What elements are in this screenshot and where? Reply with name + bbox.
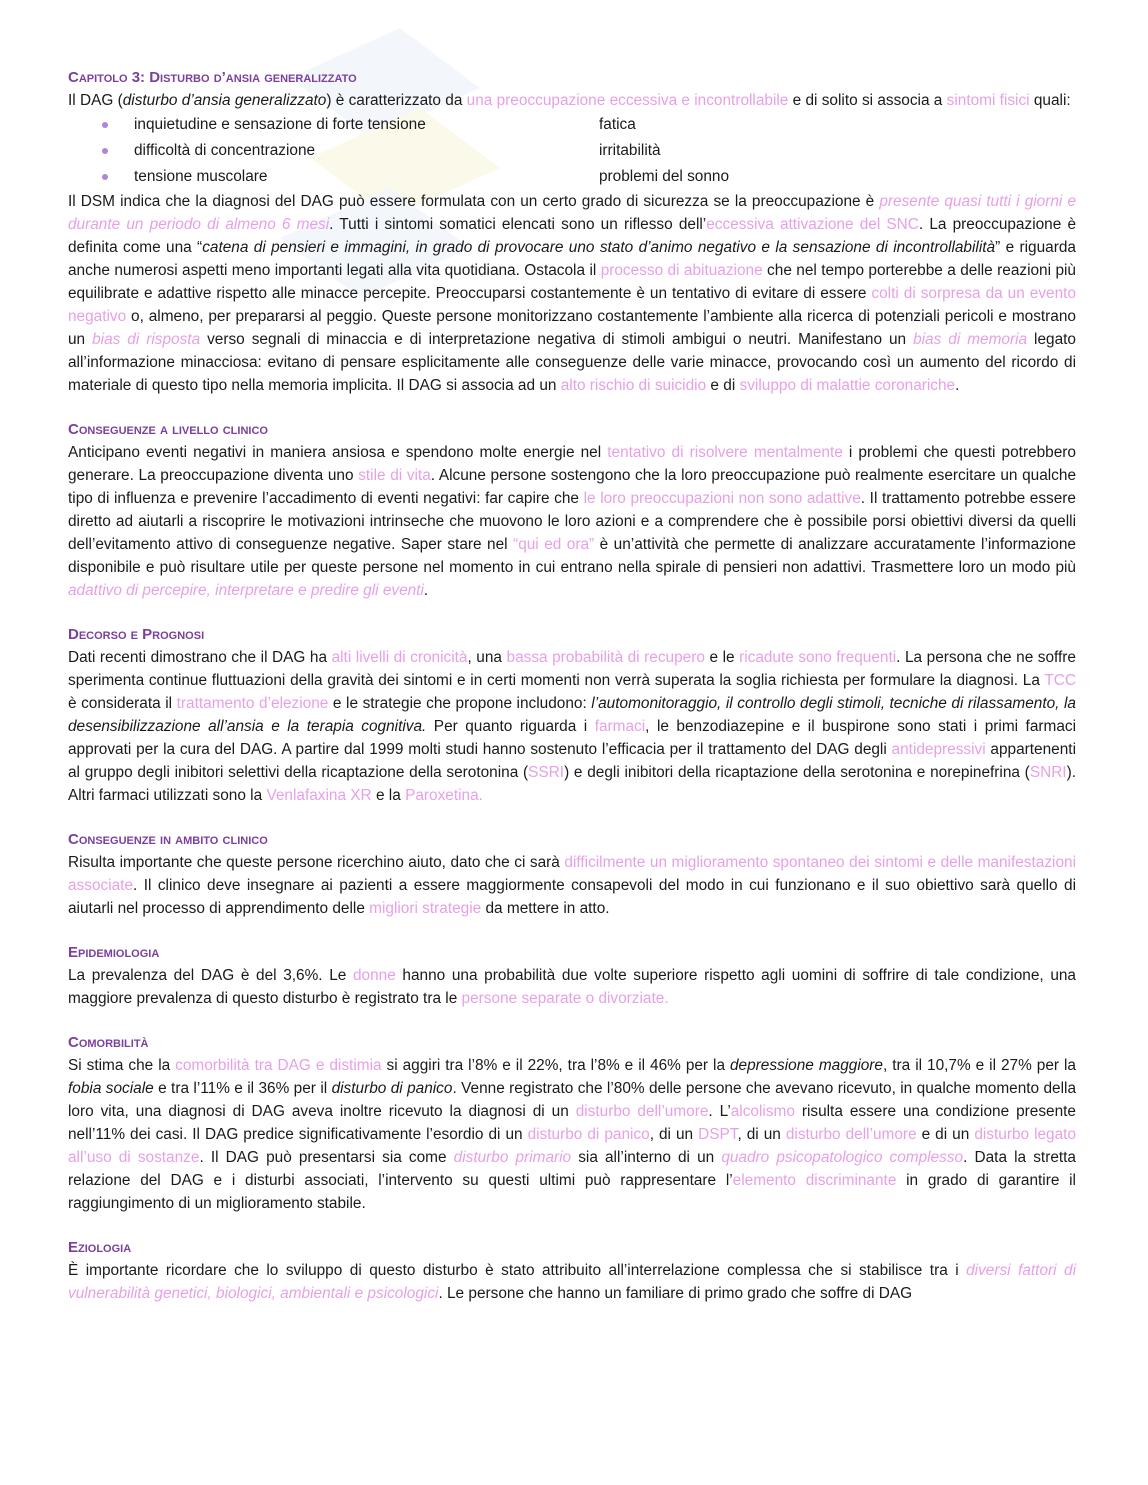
text-run: e tra l’11% e il 36% per il — [153, 1080, 332, 1097]
text-run: e di un — [916, 1126, 975, 1143]
highlighted-text: elemento discriminante — [732, 1172, 897, 1189]
list-item: inquietudine e sensazione di forte tensione fatica — [68, 112, 1076, 138]
highlighted-text: diversi fattori di vulnerabilità genetici, biologici, ambientali e psicologici — [68, 1262, 1077, 1302]
highlighted-text: disturbo di panico — [331, 1080, 453, 1097]
text-run: da mettere in atto. — [481, 900, 610, 917]
text-run: ) è caratterizzato da — [326, 92, 467, 109]
text-run: . Il trattamento potrebbe essere diretto ad aiutarli a riscoprire le motivazioni intrinseche che muovono le loro azioni e a comprendere che è possibile porsi obiettivi diversi da quelli dell’evitamento attivo di conseguenze negative. Saper stare nel — [68, 490, 1076, 553]
text-run: Per quanto riguarda i — [426, 718, 595, 735]
highlighted-text: migliori strategie — [369, 900, 482, 917]
highlighted-text: fobia sociale — [68, 1080, 154, 1097]
highlighted-text: alcolismo — [730, 1103, 795, 1120]
text-run: . Tutti i sintomi somatici elencati sono un riflesso dell’ — [329, 216, 707, 233]
text-run: quali: — [1029, 92, 1071, 109]
highlighted-text: una preoccupazione eccessiva e incontrollabile — [466, 92, 789, 109]
document-page — [68, 66, 1076, 1326]
bullet-icon — [68, 112, 134, 138]
bullet-icon — [68, 138, 134, 164]
highlighted-text: le loro preoccupazioni non sono adattive — [583, 490, 861, 507]
highlighted-text: l’automonitoraggio, il controllo degli stimoli, tecniche di rilassamento, la desensibilizzazione all’ansia e la terapia cognitiva. — [68, 695, 1076, 735]
section-heading: Conseguenze in ambito clinico — [68, 831, 268, 848]
section-clinical-context — [68, 828, 1076, 920]
text-run: Dati recenti dimostrano che il DAG ha — [68, 649, 332, 666]
section-heading: Eziologia — [68, 1239, 132, 1256]
text-run: e la — [371, 787, 406, 804]
highlighted-text: disturbo d’ansia generalizzato — [122, 92, 327, 109]
symptom-list — [68, 112, 1076, 190]
paragraph-epidemiologia — [68, 964, 1076, 1010]
highlighted-text: donne — [352, 967, 396, 984]
bullet-icon — [68, 164, 134, 190]
text-run: che nel tempo porterebbe a delle reazioni più equilibrate e adattive rispetto alle minacce percepite. Preoccuparsi costantemente è un tentativo di evitare di essere — [68, 262, 1076, 302]
highlighted-text: bias di risposta — [92, 331, 201, 348]
highlighted-text: “qui ed ora” — [513, 536, 595, 553]
highlighted-text: sintomi fisici — [946, 92, 1030, 109]
highlighted-text: disturbo dell’umore — [575, 1103, 709, 1120]
section-heading: Comorbilità — [68, 1034, 149, 1051]
highlighted-text: tentativo di risolvere mentalmente — [607, 444, 843, 461]
text-run: e di solito si associa a — [788, 92, 947, 109]
text-run: . Il clinico deve insegnare ai pazienti a essere maggiormente consapevoli del modo in cui funzionano e il suo obiettivo sarà quello di aiutarli nel processo di apprendimento delle — [68, 877, 1076, 917]
highlighted-text: depressione maggiore — [730, 1057, 883, 1074]
text-run: , una — [467, 649, 507, 666]
highlighted-text: trattamento d’elezione — [176, 695, 329, 712]
text-run: Risulta importante che queste persone ricerchino aiuto, dato che ci sarà — [68, 854, 565, 871]
highlighted-text: disturbo primario — [453, 1149, 572, 1166]
text-run: , tra il 10,7% e il 27% per la — [883, 1057, 1076, 1074]
highlighted-text: bias di memoria — [913, 331, 1028, 348]
list-item: difficoltà di concentrazione irritabilità — [68, 138, 1076, 164]
highlighted-text: SSRI — [528, 764, 565, 781]
text-run: , di un — [737, 1126, 786, 1143]
highlighted-text: disturbo dell’umore — [785, 1126, 917, 1143]
paragraph-clinico — [68, 441, 1076, 602]
text-run: è un’attività che permette di analizzare accuratamente l’informazione disponibile e può risultare utile per queste persone nel momento in cui entrano nella spirale di pensieri non adattivi. Trasmettere loro un modo più — [68, 536, 1076, 576]
text-run: sia all’interno di un — [571, 1149, 722, 1166]
highlighted-text: quadro psicopatologico complesso — [721, 1149, 964, 1166]
text-run: legato all’informazione minacciosa: evitano di pensare esplicitamente alle conseguenze delle varie minacce, provocando così un aumento del ricordo di materiale di questo tipo nella memoria implicita. Il DAG si associa ad un — [68, 331, 1076, 394]
section-dsm — [68, 190, 1076, 397]
chapter-heading: Capitolo 3: Disturbo d’ansia generalizzato — [68, 69, 357, 86]
text-run: . Le persone che hanno un familiare di primo grado che soffre di DAG — [438, 1285, 913, 1302]
highlighted-text: processo di abituazione — [600, 262, 763, 279]
highlighted-text: disturbo di panico — [527, 1126, 650, 1143]
text-run: Anticipano eventi negativi in maniera ansiosa e spendono molte energie nel — [68, 444, 608, 461]
text-run: in grado di garantire il raggiungimento di un miglioramento stabile. — [68, 1172, 1076, 1212]
highlighted-text: DSPT — [698, 1126, 738, 1143]
highlighted-text: ricadute sono frequenti — [739, 649, 897, 666]
section-course-prognosis — [68, 623, 1076, 807]
text-run: . — [955, 377, 960, 394]
text-run: Si stima che la — [68, 1057, 176, 1074]
highlighted-text: colti di sorpresa da un evento negativo — [68, 285, 1076, 325]
paragraph-ambito — [68, 851, 1076, 920]
text-run: . — [423, 582, 429, 599]
text-run: risulta essere una condizione presente nell’11% dei casi. Il DAG predice significativamente l’esordio di un — [68, 1103, 1076, 1143]
text-run: è considerata il — [68, 695, 177, 712]
text-run: Il DAG ( — [68, 92, 123, 109]
text-run: , le benzodiazepine e il buspirone sono stati i primi farmaci approvati per la cura del DAG. A partire dal 1999 molti studi hanno sostenuto l’efficacia per il trattamento del DAG degli — [68, 718, 1077, 758]
text-run: e le — [704, 649, 740, 666]
text-run: ) e degli inibitori della ricaptazione della serotonina e norepinefrina ( — [564, 764, 1030, 781]
text-run: Il DSM indica che la diagnosi del DAG può essere formulata con un certo grado di sicurezza se la preoccupazione è — [68, 193, 880, 210]
paragraph-comorbilita — [68, 1054, 1076, 1215]
highlighted-text: Venlafaxina XR — [266, 787, 372, 804]
text-run: . Venne registrato che l’80% delle persone che avevano ricevuto, in qualche momento della loro vita, una diagnosi di DAG aveva inoltre ricevuto la diagnosi di un — [68, 1080, 1077, 1120]
paragraph-decorso — [68, 646, 1076, 807]
text-run: . La preoccupazione è definita come una “ — [68, 216, 1077, 256]
highlighted-text: disturbo legato all’uso di sostanze — [68, 1126, 1077, 1166]
highlighted-text: bassa probabilità di recupero — [506, 649, 705, 666]
highlighted-text: eccessiva attivazione del SNC — [706, 216, 919, 233]
highlighted-text: antidepressivi — [891, 741, 986, 758]
highlighted-text: stile di vita — [358, 467, 431, 484]
text-run: e le strategie che propone includono: — [328, 695, 592, 712]
highlighted-text: persone separate o divorziate. — [461, 990, 669, 1007]
highlighted-text: adattivo di percepire, interpretare e predire gli eventi — [68, 582, 424, 599]
section-heading: Decorso e Prognosi — [68, 626, 205, 643]
highlighted-text: TCC — [1044, 672, 1076, 689]
highlighted-text: alti livelli di cronicità — [331, 649, 468, 666]
text-run: appartenenti al gruppo degli inibitori selettivi della ricaptazione della serotonina ( — [68, 741, 1076, 781]
highlighted-text: presente quasi tutti i giorni e durante un periodo di almeno 6 mesi — [68, 193, 1077, 233]
list-item: tensione muscolare problemi del sonno — [68, 164, 1076, 190]
section-heading: Conseguenze a livello clinico — [68, 421, 268, 438]
text-run: hanno una probabilità due volte superiore rispetto agli uomini di soffrire di tale condizione, una maggiore prevalenza di questo disturbo è registrato tra le — [68, 967, 1076, 1007]
text-run: . L’ — [708, 1103, 731, 1120]
section-chapter — [68, 66, 1076, 190]
text-run: ” e riguarda anche numerosi aspetti meno importanti legati alla vita quotidiana. Ostacola il — [68, 239, 1076, 279]
text-run: si aggiri tra l’8% e il 22%, tra l’8% e il 46% per la — [381, 1057, 730, 1074]
highlighted-text: farmaci — [594, 718, 646, 735]
text-run: La prevalenza del DAG è del 3,6%. Le — [68, 967, 353, 984]
text-run: e di — [706, 377, 740, 394]
paragraph-eziologia — [68, 1259, 1076, 1305]
text-run: o, almeno, per prepararsi al peggio. Queste persone monitorizzano costantemente l’ambiente alla ricerca di potenziali pericoli e mostrano un — [68, 308, 1076, 348]
text-run: . Alcune persone sostengono che la loro preoccupazione può realmente esercitare un qualche tipo di influenza e prevenire l’accadimento di eventi negativi: far capire che — [68, 467, 1076, 507]
highlighted-text: comorbilità tra DAG e distimia — [175, 1057, 382, 1074]
highlighted-text: catena di pensieri e immagini, in grado di provocare uno stato d’animo negativo e la sensazione di incontrollabilità — [202, 239, 996, 256]
text-run: . Il DAG può presentarsi sia come — [199, 1149, 454, 1166]
text-run: ). Altri farmaci utilizzati sono la — [68, 764, 1076, 804]
paragraph-intro — [68, 89, 1076, 112]
text-run: i problemi che questi potrebbero generare. La preoccupazione diventa uno — [68, 444, 1076, 484]
highlighted-text: difficilmente un miglioramento spontaneo dei sintomi e delle manifestazioni associate — [68, 854, 1076, 894]
text-run: È importante ricordare che lo sviluppo di questo disturbo è stato attribuito all’interrelazione complessa che si stabilisce tra i — [68, 1262, 967, 1279]
section-etiology — [68, 1236, 1076, 1305]
highlighted-text: sviluppo di malattie coronariche — [739, 377, 956, 394]
text-run: . Data la stretta relazione del DAG e i disturbi associati, l’intervento su questi ultimi può rappresentare l’ — [68, 1149, 1076, 1189]
highlighted-text: alto rischio di suicidio — [560, 377, 707, 394]
section-heading: Epidemiologia — [68, 944, 160, 961]
section-epidemiology — [68, 941, 1076, 1010]
text-run: , di un — [649, 1126, 699, 1143]
section-clinical-consequences — [68, 418, 1076, 602]
text-run: . La persona che ne soffre sperimenta continue fluttuazioni della gravità dei sintomi e in certi momenti non verrà superata la soglia richiesta per formulare la diagnosi. La — [68, 649, 1076, 689]
highlighted-text: SNRI — [1029, 764, 1067, 781]
section-comorbidity — [68, 1031, 1076, 1215]
highlighted-text: Paroxetina. — [405, 787, 483, 804]
text-run: verso segnali di minaccia e di interpretazione negativa di stimoli ambigui o neutri. Manifestano un — [200, 331, 914, 348]
paragraph-dsm — [68, 190, 1076, 397]
